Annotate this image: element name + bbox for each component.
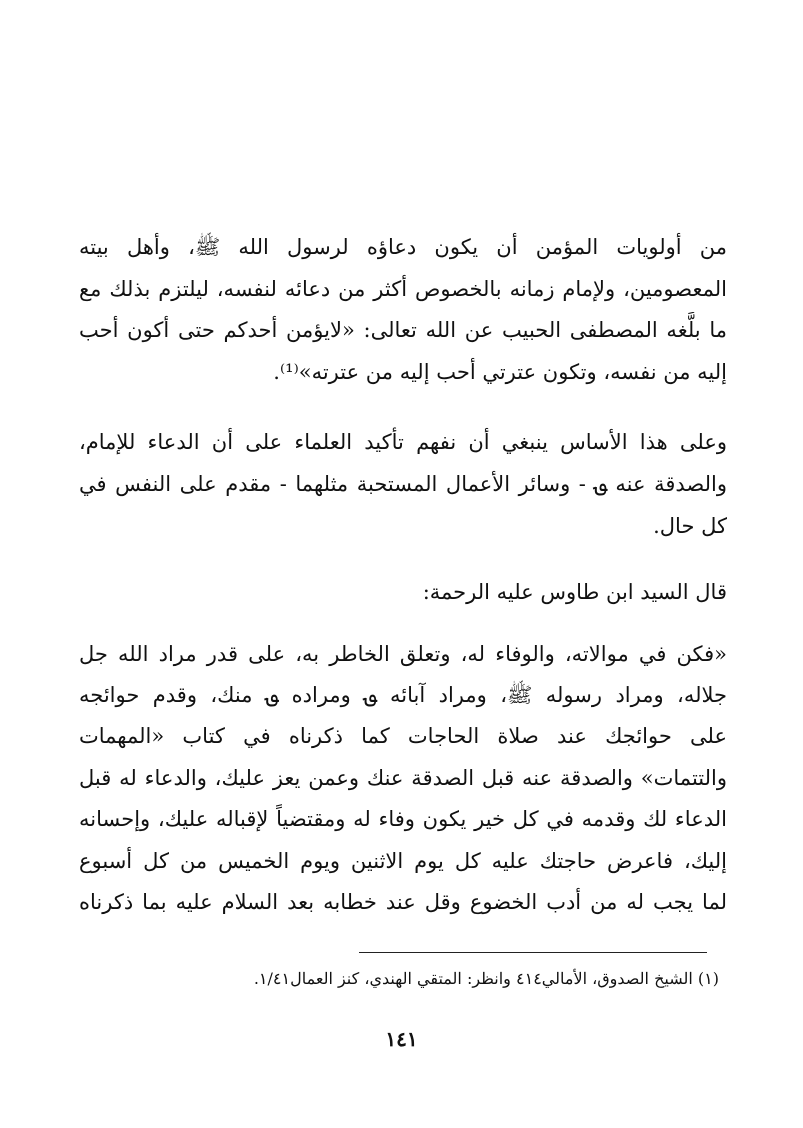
text-line: «فكن في موالاته، والوفاء له، وتعلق الخاطر به، على قدر مراد الله جل	[79, 642, 727, 666]
text-line: وعلى هذا الأساس ينبغي أن نفهم تأكيد العلماء على أن الدعاء للإمام،	[79, 430, 727, 454]
text-line: لما يجب له من أدب الخضوع وقل عند خطابه بعد السلام عليه بما ذكرناه	[79, 890, 727, 914]
text-line: قال السيد ابن طاوس عليه الرحمة:	[422, 580, 727, 604]
text-line: كل حال.	[653, 514, 727, 538]
text-line: إليه من نفسه، وتكون عترتي أحب إليه من عترته»⁽¹⁾.	[273, 360, 727, 384]
text-line: جلاله، ومراد رسوله ﷺ، ومراد آبائه ؈ ومراده ؈ منك، وقدم حوائجه	[79, 683, 727, 707]
page-number: ١٤١	[385, 1027, 418, 1051]
footnote: (١) الشيخ الصدوق، الأمالي٤١٤ وانظر: المتقي الهندي، كنز العمال١/٤١.	[253, 969, 719, 988]
text-line: ما بلَّغه المصطفى الحبيب عن الله تعالى: «لايؤمن أحدكم حتى أكون أحب	[79, 318, 727, 342]
text-line: المعصومين، ولإمام زمانه بالخصوص أكثر من دعائه لنفسه، ليلتزم بذلك مع	[79, 277, 727, 301]
text-line: من أولويات المؤمن أن يكون دعاؤه لرسول الله ﷺ، وأهل بيته	[79, 235, 727, 259]
text-line: الدعاء لك وقدمه في كل خير يكون وفاء له ومقتضياً لإقباله عليك، وإحسانه	[79, 807, 727, 831]
text-line: والتتمات» والصدقة عنه قبل الصدقة عنك وعمن يعز عليك، والدعاء له قبل	[79, 766, 727, 790]
footnote-divider	[359, 952, 707, 953]
text-line: والصدقة عنه ؈ - وسائر الأعمال المستحبة مثلهما - مقدم على النفس في	[79, 472, 727, 496]
text-line: على حوائجك عند صلاة الحاجات كما ذكرناه في كتاب «المهمات	[79, 724, 727, 748]
text-line: إليك، فاعرض حاجتك عليه كل يوم الاثنين ويوم الخميس من كل أسبوع	[79, 849, 727, 873]
